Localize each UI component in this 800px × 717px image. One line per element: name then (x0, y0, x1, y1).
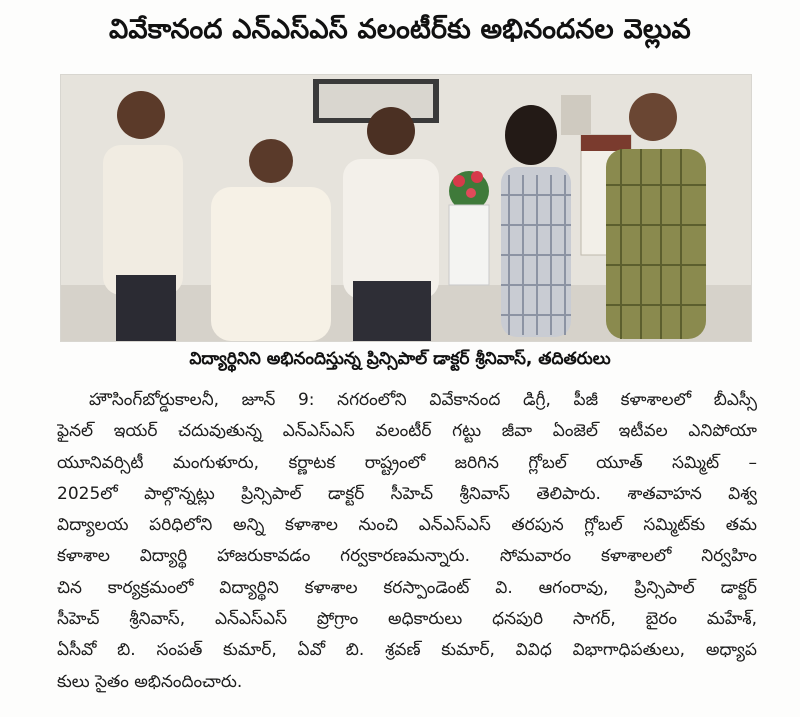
body-line: ఫైనల్ ఇయర్ చదువుతున్న ఎన్ఎస్ఎస్ వలంటీర్ గట్టు జీవా ఏంజెల్ ఇటీవల ఎనిపోయా (57, 421, 757, 442)
body-line: చిన కార్యక్రమంలో విద్యార్థిని కళాశాల కరస్పాండెంట్ వి. ఆగంరావు, ప్రిన్సిపాల్ డాక్టర్ (57, 577, 757, 598)
body-line: 2025లో పాల్గొన్నట్లు ప్రిన్సిపాల్ డాక్టర్ సీహెచ్ శ్రీనివాస్ తెలిపారు. శాతవాహన విశ్వ (57, 483, 757, 504)
group-photo-illustration (61, 75, 751, 341)
body-line: యూనివర్సిటీ మంగుళూరు, కర్ణాటక రాష్ట్రంలో జరిగిన గ్లోబల్ యూత్ సమ్మిట్ – (57, 452, 757, 473)
body-line: ఏసీవో బి. సంపత్ కుమార్, ఏవో బి. శ్రవణ్ కుమార్, వివిధ విభాగాధిపతులు, అధ్యాప (57, 640, 757, 661)
article-body (57, 385, 757, 698)
news-photo (60, 74, 752, 342)
body-line: కులు సైతం అభినందించారు. (57, 671, 243, 692)
body-line: కళాశాల విద్యార్థి హాజరుకావడం గర్వకారణమన్నారు. సోమవారం కళాశాలలో నిర్వహిం (57, 546, 757, 567)
body-line: హౌసింగ్‌బోర్డుకాలనీ, జూన్ 9: నగరంలోని వివేకానంద డిగ్రీ, పీజీ కళాశాలలో బీఎస్సీ (89, 390, 757, 410)
body-line: విద్యాలయ పరిధిలోని అన్ని కళాశాల నుంచి ఎన్ఎస్ఎస్ తరపున గ్లోబల్ సమ్మిట్‌కు తమ (57, 515, 757, 536)
photo-caption: విద్యార్థినిని అభినందిస్తున్న ప్రిన్సిపాల్ డాక్టర్ శ్రీనివాస్, తదితరులు (189, 349, 611, 369)
body-line: సీహెచ్ శ్రీనివాస్, ఎన్ఎస్ఎస్ ప్రోగ్రాం అధికారులు ధనపురి సాగర్, బైరం మహేశ్, (57, 609, 757, 630)
headline: వివేకానంద ఎన్ఎస్ఎస్ వలంటీర్‌కు అభినందనల వెల్లువ (109, 14, 691, 45)
